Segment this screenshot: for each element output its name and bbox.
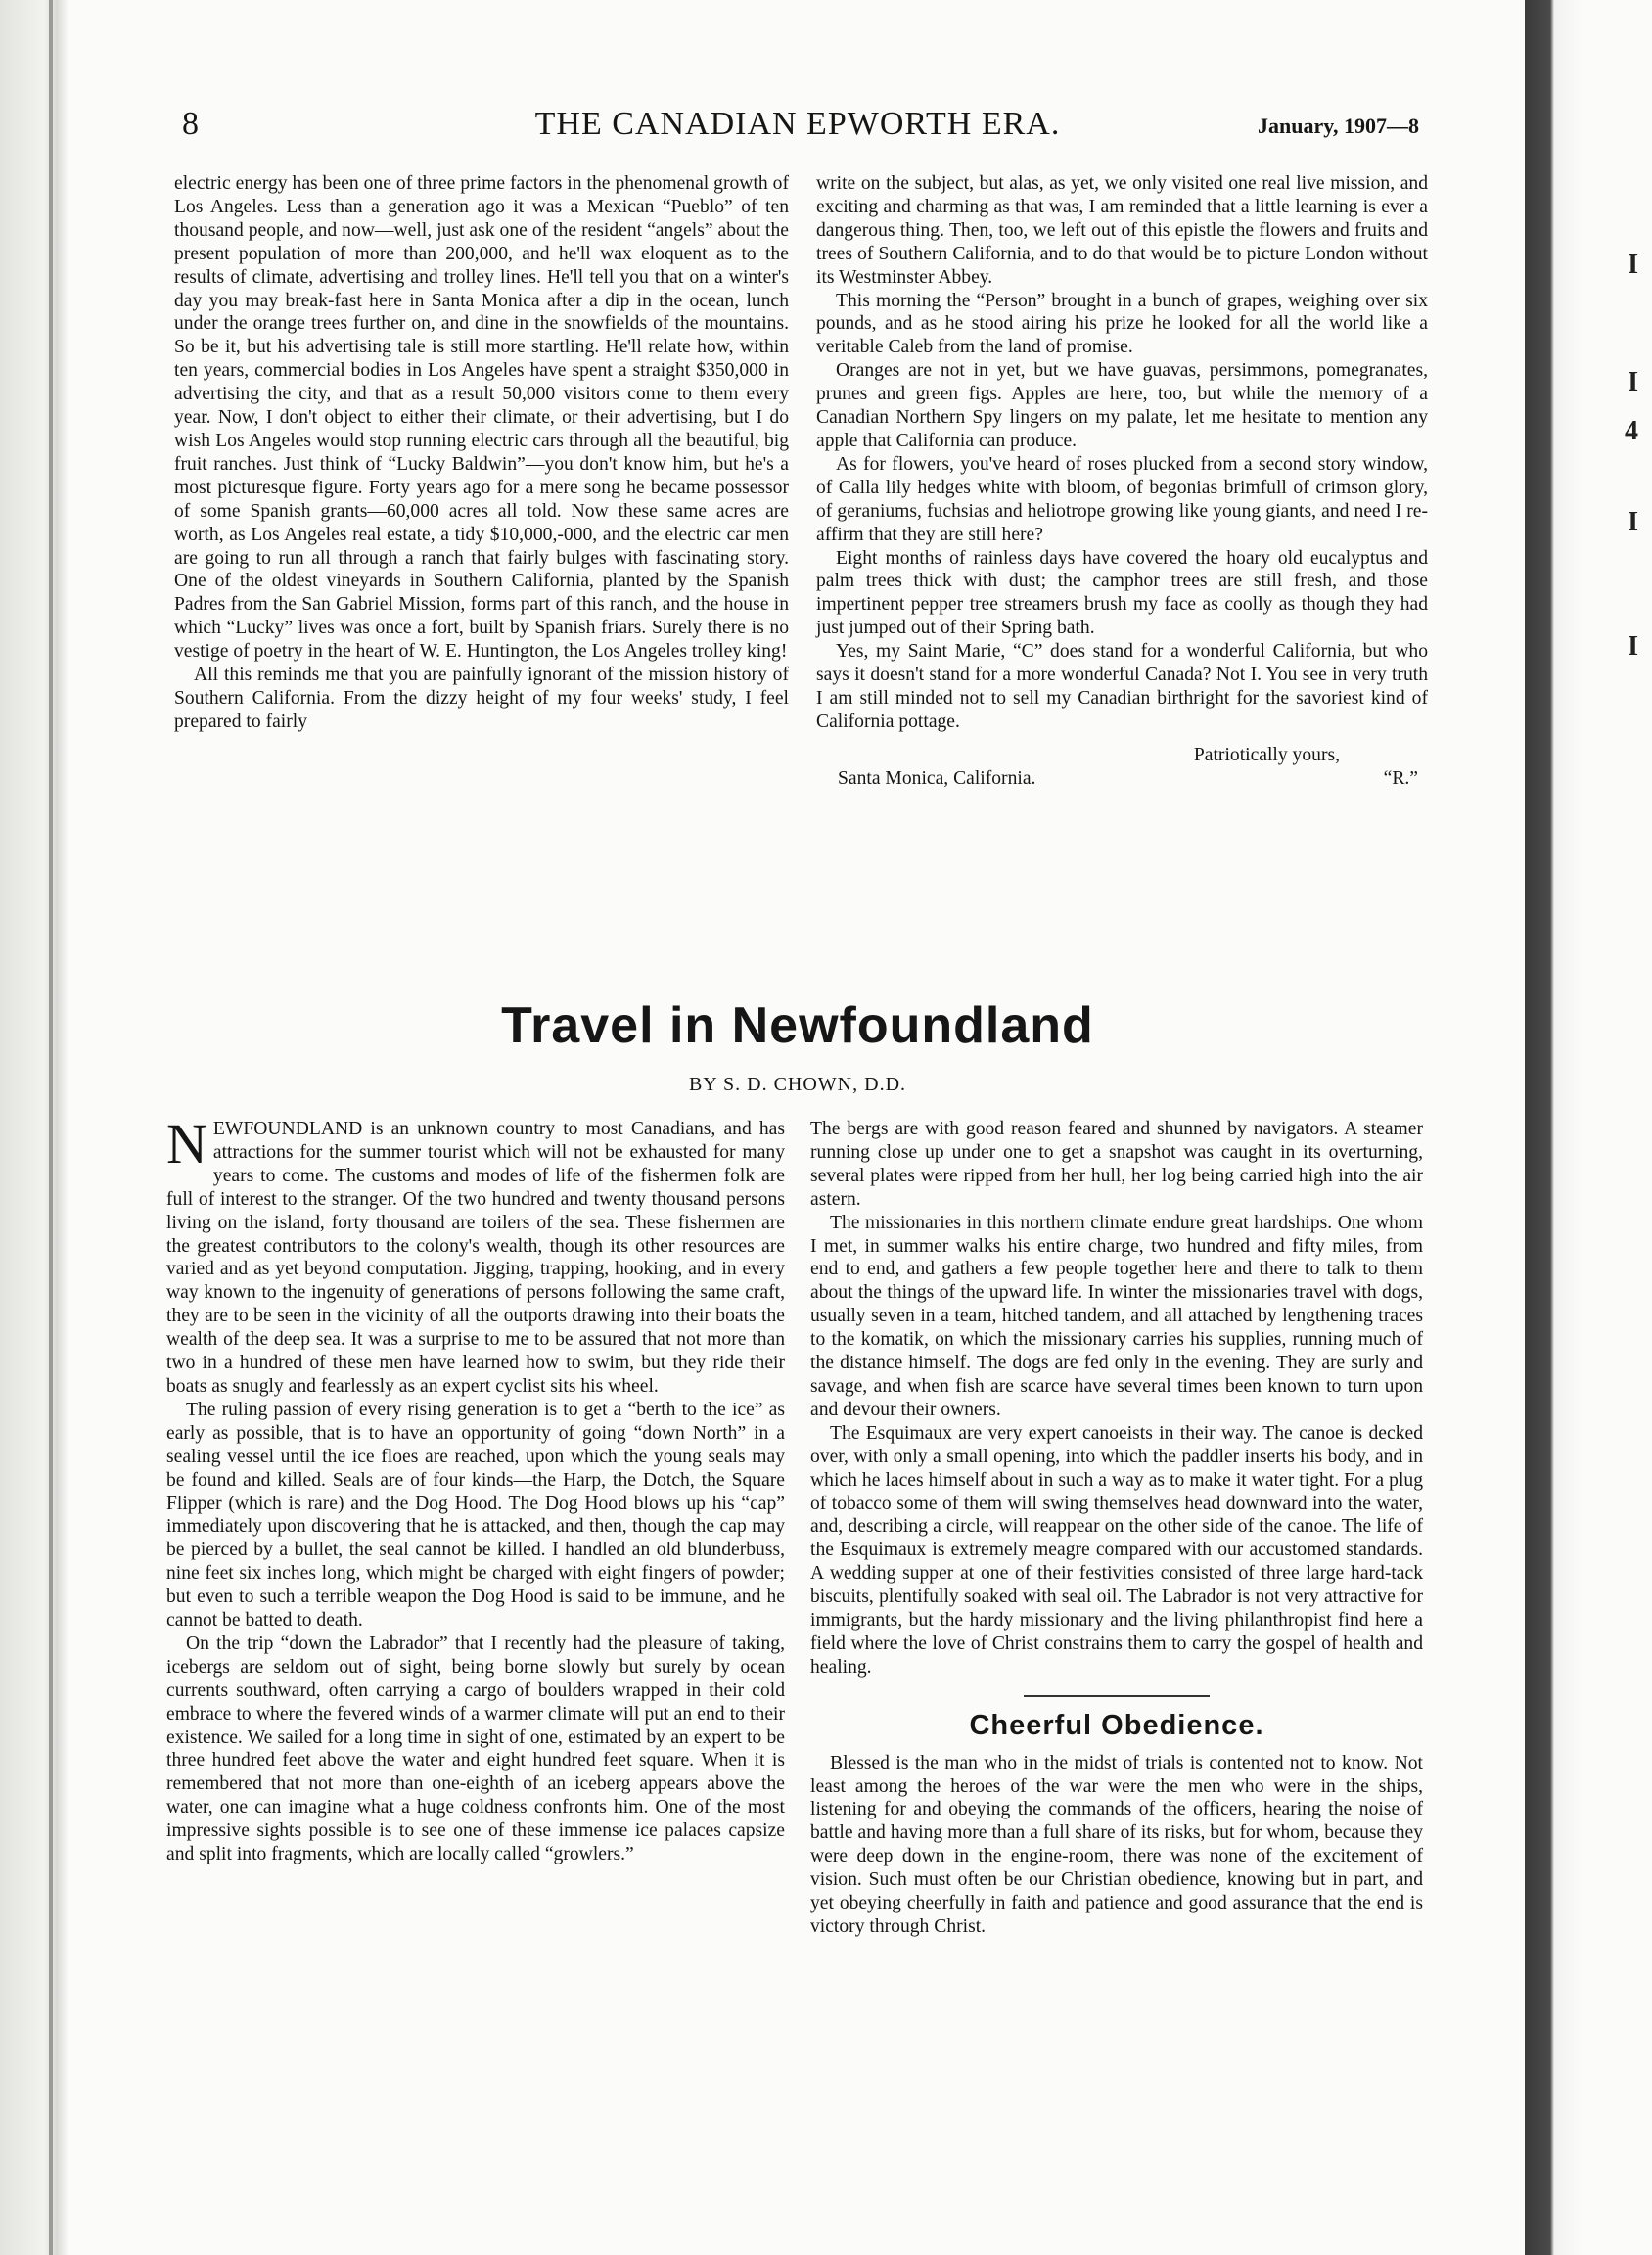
article-byline: BY S. D. CHOWN, D.D. — [688, 1074, 907, 1095]
paragraph: The Esquimaux are very expert canoeists in their way. The canoe is decked over, with only a small opening, into which the paddler inserts his body, and in which he laces himself about in such a way as to make it water tight. For a plug of tobacco some of them will swing themselves head downward into the water, and, describing a circle, will reappear on the other side of the canoe. The life of the Esquimaux is extremely meagre compared with our accustomed standards. A wedding supper at one of their festivities consisted of three large hard-tack biscuits, plentifully soaked with seal oil. The Labrador is not very attractive for immigrants, but the hardy missionary and the living philanthropist find here a field where the love of Christ constrains them to carry the gospel of health and healing. — [810, 1422, 1423, 1678]
letter-closing: Patriotically yours, — [1193, 744, 1340, 765]
paragraph: As for flowers, you've heard of roses plucked from a second story window, of Calla lily hedges white with bloom, of begonias brimfull of crimson glory, of geraniums, fuchsias and heliotrope growing like young giants, and need I re-affirm that they are still here? — [816, 453, 1428, 545]
sidebar-heading: Cheerful Obedience. — [969, 1709, 1264, 1741]
edge-glyph: I — [1628, 631, 1638, 662]
paragraph: This morning the “Person” brought in a bunch of grapes, weighing over six pounds, and as he stood airing his prize he looked for all the world like a veritable Caleb from the land of promise. — [816, 290, 1428, 358]
section-divider — [1024, 1695, 1210, 1697]
page-number: 8 — [182, 106, 199, 142]
paragraph: electric energy has been one of three prime factors in the phenomenal growth of Los Angeles. Less than a generation ago it was a Mexican “Pueblo” of ten thousand people, and now—well, just ask one of the resident “angels” about the present population of more than 200,000, and he'll wax eloquent as to the results of climate, advertising and trolley lines. He'll tell you that on a winter's day you may break-fast here in Santa Monica after a dip in the ocean, lunch under the orange trees further on, and dine in the snowfields of the mountains. So be it, but his advertising tale is still more startling. He'll relate how, within ten years, commercial bodies in Los Angeles have spent a straight $350,000 in advertising the city, and that as a result 50,000 visitors come to them every year. Now, I don't object to either their climate, or their advertising, but I do wish Los Angeles would stop running electric cars through all the beautiful, big fruit ranches. Just think of “Lucky Baldwin”—you don't know him, but he's a most picturesque figure. Forty years ago for a mere song he became possessor of some Spanish grants—60,000 acres all told. Now these same acres are worth, as Los Angeles real estate, a tidy $10,000,-000, and the electric car men are going to run all through a ranch that fairly bulges with fascinating story. One of the oldest vineyards in Southern California, planted by the Spanish Padres from the San Gabriel Mission, forms part of this ranch, and the house in which “Lucky” lives was once a fort, built by Spanish friars. Surely there is no vestige of poetry in the heart of W. E. Huntington, the Los Angeles trolley king! — [174, 173, 789, 663]
page-header — [176, 106, 1419, 149]
letter-place: Santa Monica, California. — [838, 767, 1036, 789]
paragraph: Eight months of rainless days have covered the hoary old eucalyptus and palm trees thick with dust; the camphor trees are still fresh, and those impertinent pepper tree streamers brush my face as coolly as though they had just jumped out of their Spring bath. — [816, 547, 1428, 639]
letter-column-right — [816, 172, 1428, 791]
letter-signoff — [816, 744, 1428, 791]
scan-left-margin — [0, 0, 69, 2255]
issue-date: January, 1907—8 — [1257, 114, 1419, 138]
paragraph: The bergs are with good reason feared and shunned by navigators. A steamer running close up under one to get a snapshot was caught in its overturning, several plates were ripped from her hull, her log being carried high into the air astern. — [810, 1119, 1423, 1210]
paragraph: The ruling passion of every rising generation is to get a “berth to the ice” as early as possible, that is to have an opportunity of going “down North” in a sealing vessel until the ice floes are reached, upon which the young seals may be found and killed. Seals are of four kinds—the Harp, the Dotch, the Square Flipper (which is rare) and the Dog Hood. The Dog Hood blows up his “cap” immediately upon discovering that he is attacked, and then, though the cap may be pierced by a bullet, the seal cannot be killed. I handled an old blunderbuss, nine feet six inches long, which might be charged with eight fingers of powder; but even to such a terrible weapon the Dog Hood is said to be immune, and he cannot be batted to death. — [166, 1399, 785, 1632]
binding-line — [49, 0, 53, 2255]
edge-glyph: 4 — [1625, 416, 1638, 446]
paragraph: Yes, my Saint Marie, “C” does stand for a wonderful California, but who says it doesn't stand for a more wonderful Canada? Not I. You see in very truth I am still minded not to sell my Canadian birthright for the savoriest kind of California pottage. — [816, 641, 1428, 732]
article-column-left — [166, 1112, 785, 1866]
paragraph: write on the subject, but alas, as yet, we only visited one real live mission, and exciting and charming as that was, I am reminded that a little learning is ever a dangerous thing. Then, too, we left out of this epistle the flowers and fruits and trees of Southern California, and to do that would be to picture London without its Westminster Abbey. — [816, 173, 1428, 288]
journal-title: THE CANADIAN EPWORTH ERA. — [534, 106, 1061, 142]
paragraph: EWFOUNDLAND is an unknown country to most Canadians, and has attractions for the summer tourist which will not be exhausted for many years to come. The customs and modes of life of the fishermen folk are full of interest to the stranger. Of the two hundred and twenty thousand persons living on the island, forty thousand are toilers of the sea. These fishermen are the greatest contributors to the colony's wealth, though its other resources are varied and as yet beyond computation. Jigging, trapping, hooking, and in every way known to the ingenuity of generations of persons following the same craft, they are to be seen in the vicinity of all the outports drawing into their boats the wealth of the deep sea. It was a surprise to me to be assured that not more than two in a hundred of these men have learned how to swim, but they ride their boats as snugly and fearlessly as an expert cyclist sits his wheel. — [166, 1119, 785, 1397]
paragraph: Oranges are not in yet, but we have guavas, persimmons, pomegranates, prunes and green figs. Apples are here, too, but while the memory of a Canadian Northern Spy lingers on my palate, let me hesitate to mention any apple that California can produce. — [816, 360, 1428, 451]
letter-signature: “R.” — [1383, 767, 1418, 789]
edge-glyph: I — [1628, 250, 1638, 280]
scan-right-edge — [1525, 0, 1652, 2255]
edge-glyph: I — [1628, 367, 1638, 397]
drop-cap: N — [166, 1112, 207, 1175]
letter-column-left — [174, 172, 789, 734]
sidebar-body: Blessed is the man who in the midst of trials is contented not to know. Not least among the heroes of the war were the men who were in the ships, listening for and obeying the commands of the officers, hearing the noise of battle and having more than a full share of its risks, but for whom, because they were deep down in the engine-room, there was none of the excitement of vision. Such must often be our Christian obedience, knowing but in part, and yet obeying cheerfully in faith and patience and good assurance that the end is victory through Christ. — [810, 1752, 1423, 1937]
article-title: Travel in Newfoundland — [501, 997, 1094, 1054]
paragraph: All this reminds me that you are painfully ignorant of the mission history of Southern California. From the dizzy height of my four weeks' study, I feel prepared to fairly — [174, 665, 789, 732]
edge-glyph: I — [1628, 507, 1638, 537]
paragraph: On the trip “down the Labrador” that I recently had the pleasure of taking, icebergs are seldom out of sight, being borne slowly but surely by ocean currents southward, often carrying a cargo of boulders wrapped in their cold embrace to where the fevered winds of a warmer climate will put an end to their existence. We sailed for a long time in sight of one, estimated by an expert to be three hundred feet above the water and eight hundred feet square. When it is remembered that not more than one-eighth of an iceberg appears above the water, one can imagine what a huge coldness confronts him. One of the most impressive sights possible is to see one of these immense ice palaces capsize and split into fragments, which are locally called “growlers.” — [166, 1633, 785, 1865]
article-column-right — [810, 1118, 1423, 1939]
paragraph: The missionaries in this northern climate endure great hardships. One whom I met, in summer walks his entire charge, two hundred and fifty miles, from end to end, and gathers a few people together here and there to talk to them about the things of the upward life. In winter the missionaries travel with dogs, usually seven in a team, hitched tandem, and all attached by lengthening traces to the komatik, on which the missionary carries his supplies, running much of the distance himself. The dogs are fed only in the evening. They are surly and savage, and when fish are scarce have several times been known to turn upon and devour their owners. — [810, 1212, 1423, 1420]
